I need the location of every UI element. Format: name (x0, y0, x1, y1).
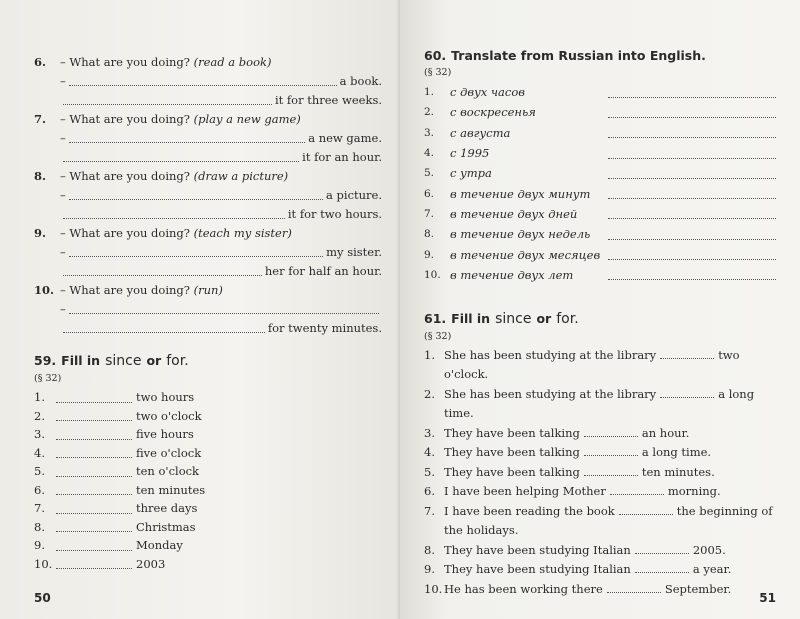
sentence-start: She has been studying at the library (444, 386, 657, 401)
word-or: or (146, 353, 162, 368)
blank-field[interactable] (56, 466, 132, 477)
question-text (60, 112, 301, 126)
sentence (444, 541, 776, 561)
item-number: 8. (424, 228, 435, 241)
exercise-58-continued (34, 52, 382, 337)
list-item (424, 265, 776, 285)
russian-phrase: с утра (450, 166, 492, 181)
exercise-59-list (34, 388, 382, 573)
blank-field[interactable] (56, 392, 132, 403)
item-number: 4. (34, 445, 45, 460)
sentence (444, 463, 776, 483)
list-item (34, 425, 382, 444)
item-text: ten o'clock (136, 464, 200, 479)
blank-field[interactable] (69, 75, 337, 86)
answer-text: it for an hour. (302, 149, 382, 164)
dash: – (60, 244, 66, 259)
item-number: 4. (424, 147, 435, 160)
item-number: 2. (34, 408, 45, 423)
item-number: 7. (424, 503, 435, 518)
blank-field[interactable] (56, 484, 132, 495)
list-item (424, 482, 776, 502)
exercise-instruction: Fill in (451, 310, 491, 326)
blank-field[interactable] (608, 188, 776, 199)
blank-field[interactable] (608, 229, 776, 240)
dash: – (60, 130, 66, 145)
exercise-number: 61. (424, 310, 447, 326)
sentence (444, 346, 776, 385)
sentence (444, 580, 776, 600)
item-number: 9. (34, 225, 47, 240)
sentence-start: I have been reading the book (444, 503, 615, 518)
exercise-item (34, 166, 382, 223)
item-number: 1. (424, 347, 435, 362)
russian-phrase: в течение двух месяцев (450, 247, 601, 262)
item-text: Christmas (136, 519, 196, 534)
item-text: two hours (136, 390, 195, 405)
sentence-end: a year. (692, 562, 732, 577)
list-item (424, 502, 776, 541)
item-number: 9. (424, 248, 435, 261)
item-text: five hours (136, 427, 194, 442)
sentence-end: an hour. (641, 425, 690, 440)
list-item (424, 560, 776, 580)
answer-line (34, 242, 382, 261)
answer-line (34, 147, 382, 166)
item-number: 3. (424, 425, 435, 440)
blank-field[interactable] (69, 132, 305, 143)
list-item (34, 536, 382, 555)
word-or: or (536, 310, 552, 326)
sentence-end: the beginning of the holidays. (444, 503, 773, 538)
question-text (60, 283, 223, 297)
blank-field[interactable] (608, 269, 776, 280)
blank-field[interactable] (56, 503, 132, 514)
word-since: since (495, 310, 532, 327)
blank-field[interactable] (56, 540, 132, 551)
sentence-end: ten minutes. (641, 464, 715, 479)
question: – What are you doing? (60, 168, 194, 183)
sentence (444, 385, 776, 424)
question-hint: (play a new game) (193, 111, 301, 126)
grammar-reference: (§ 32) (424, 330, 452, 342)
blank-field[interactable] (608, 107, 776, 118)
item-text: three days (136, 501, 198, 516)
answer-text: it for three weeks. (274, 92, 382, 107)
russian-phrase: в течение двух минут (450, 186, 591, 201)
question-text (60, 226, 292, 240)
blank-field[interactable] (635, 562, 689, 573)
item-number: 5. (424, 464, 435, 479)
item-number: 1. (424, 86, 435, 99)
exercise-60-title (424, 48, 776, 63)
list-item (34, 462, 382, 481)
sentence (444, 443, 776, 463)
blank-field[interactable] (660, 348, 714, 359)
list-item (424, 123, 776, 143)
list-item (34, 481, 382, 500)
list-item (424, 102, 776, 122)
list-item (424, 385, 776, 424)
blank-field[interactable] (608, 168, 776, 179)
sentence-start: They have been studying Italian (444, 542, 631, 557)
answer-line (34, 299, 382, 318)
blank-field[interactable] (63, 94, 272, 105)
list-item (424, 204, 776, 224)
item-text: Monday (136, 538, 183, 553)
question-line (34, 223, 382, 242)
list-item (424, 143, 776, 163)
russian-phrase: с 1995 (450, 146, 490, 161)
sentence-start: I have been helping Mother (444, 484, 606, 499)
blank-field[interactable] (608, 148, 776, 159)
sentence-start: He has been working there (444, 581, 603, 596)
sentence-start: She has been studying at the library (444, 347, 657, 362)
item-number: 10. (34, 282, 55, 297)
exercise-61-title (424, 311, 776, 327)
russian-phrase: с августа (450, 125, 511, 140)
answer-text: her for half an hour. (264, 263, 382, 278)
item-number: 3. (34, 427, 45, 442)
exercise-number: 59. (34, 353, 57, 368)
exercise-item (34, 280, 382, 337)
blank-field[interactable] (608, 127, 776, 138)
blank-field[interactable] (69, 303, 379, 314)
sentence-end: a long time. (444, 386, 755, 421)
list-item (424, 224, 776, 244)
list-item (424, 183, 776, 203)
blank-field[interactable] (69, 246, 323, 257)
question: – What are you doing? (60, 282, 194, 297)
blank-field[interactable] (635, 543, 689, 554)
list-item (424, 424, 776, 444)
blank-field[interactable] (63, 151, 299, 162)
sentence-end: two o'clock. (444, 347, 740, 382)
russian-phrase: с двух часов (450, 85, 525, 100)
exercise-item (34, 52, 382, 109)
item-number: 7. (34, 111, 47, 126)
answer-text: a new game. (308, 130, 382, 145)
russian-phrase: в течение двух лет (450, 267, 574, 282)
list-item (424, 463, 776, 483)
exercise-61-list (424, 346, 776, 600)
item-number: 6. (424, 187, 435, 200)
sentence-start: They have been talking (444, 445, 580, 460)
item-number: 7. (34, 501, 45, 516)
blank-field[interactable] (63, 265, 262, 276)
answer-line (34, 318, 382, 337)
russian-phrase: в течение двух недель (450, 227, 591, 242)
list-item (424, 443, 776, 463)
list-item (34, 555, 382, 574)
item-number: 7. (424, 207, 435, 220)
item-text: two o'clock (136, 408, 202, 423)
question-line (34, 280, 382, 299)
question: – What are you doing? (60, 54, 194, 69)
item-text: 2003 (136, 556, 166, 571)
list-item (424, 346, 776, 385)
blank-field[interactable] (63, 322, 265, 333)
russian-phrase: с воскресенья (450, 105, 536, 120)
answer-text: my sister. (326, 244, 382, 259)
blank-field[interactable] (584, 465, 638, 476)
blank-field[interactable] (69, 189, 323, 200)
exercise-instruction: Translate from Russian into English. (451, 48, 706, 63)
answer-line (34, 128, 382, 147)
exercise-number: 60. (424, 48, 447, 63)
blank-field[interactable] (63, 208, 285, 219)
sentence (444, 424, 776, 444)
question-text (60, 169, 288, 183)
item-number: 10. (424, 581, 443, 596)
item-number: 3. (424, 126, 435, 139)
question-hint: (read a book) (193, 54, 272, 69)
exercise-item (34, 109, 382, 166)
answer-text: it for two hours. (287, 206, 382, 221)
dash: – (60, 301, 66, 316)
blank-field[interactable] (608, 87, 776, 98)
list-item (424, 541, 776, 561)
blank-field[interactable] (56, 558, 132, 569)
answer-line (34, 90, 382, 109)
list-item (424, 163, 776, 183)
question-line (34, 166, 382, 185)
answer-line (34, 261, 382, 280)
question-line (34, 52, 382, 71)
dash: – (60, 73, 66, 88)
item-number: 2. (424, 106, 435, 119)
item-number: 6. (34, 54, 47, 69)
sentence-end: morning. (667, 484, 721, 499)
question: – What are you doing? (60, 225, 194, 240)
item-number: 8. (34, 519, 45, 534)
question-hint: (run) (193, 282, 223, 297)
item-number: 5. (424, 167, 435, 180)
page-number: 51 (759, 591, 776, 605)
question-text (60, 55, 271, 69)
blank-field[interactable] (56, 521, 132, 532)
question-hint: (draw a picture) (193, 168, 289, 183)
sentence-start: They have been talking (444, 464, 580, 479)
question-hint: (teach my sister) (193, 225, 292, 240)
sentence-end: a long time. (641, 445, 712, 460)
item-text: five o'clock (136, 445, 202, 460)
answer-text: a picture. (326, 187, 382, 202)
item-number: 1. (34, 390, 45, 405)
blank-field[interactable] (607, 582, 661, 593)
item-text: ten minutes (136, 482, 206, 497)
exercise-60-list (424, 82, 776, 285)
word-for: for. (556, 310, 579, 327)
answer-text: for twenty minutes. (267, 320, 382, 335)
blank-field[interactable] (584, 445, 638, 456)
blank-field[interactable] (608, 249, 776, 260)
item-number: 6. (34, 482, 45, 497)
blank-field[interactable] (56, 429, 132, 440)
list-item (34, 518, 382, 537)
item-number: 9. (34, 538, 45, 553)
russian-phrase: в течение двух дней (450, 206, 578, 221)
list-item (34, 499, 382, 518)
question: – What are you doing? (60, 111, 194, 126)
item-number: 8. (424, 542, 435, 557)
dash: – (60, 187, 66, 202)
sentence (444, 560, 776, 580)
exercise-item (34, 223, 382, 280)
question-line (34, 109, 382, 128)
answer-line (34, 71, 382, 90)
list-item (34, 444, 382, 463)
item-number: 8. (34, 168, 47, 183)
sentence-start: They have been talking (444, 425, 580, 440)
item-number: 2. (424, 386, 435, 401)
sentence-end: September. (664, 581, 732, 596)
item-number: 6. (424, 484, 435, 499)
word-for: for. (166, 353, 189, 369)
sentence (444, 502, 776, 541)
blank-field[interactable] (56, 447, 132, 458)
answer-line (34, 185, 382, 204)
grammar-reference: (§ 32) (424, 67, 452, 78)
list-item (424, 82, 776, 102)
blank-field[interactable] (584, 426, 638, 437)
exercise-59-title (34, 353, 382, 369)
sentence-start: They have been studying Italian (444, 562, 631, 577)
exercise-instruction: Fill in (61, 353, 101, 368)
page-number: 50 (34, 591, 51, 605)
grammar-reference: (§ 32) (34, 373, 62, 384)
right-page (400, 0, 800, 619)
sentence-end: 2005. (692, 542, 726, 557)
answer-text: a book. (339, 73, 382, 88)
item-number: 4. (424, 445, 435, 460)
sentence (444, 482, 776, 502)
blank-field[interactable] (619, 504, 673, 515)
word-since: since (105, 353, 142, 369)
blank-field[interactable] (610, 484, 664, 495)
blank-field[interactable] (56, 410, 132, 421)
blank-field[interactable] (608, 208, 776, 219)
list-item (424, 580, 776, 600)
list-item (34, 407, 382, 426)
list-item (424, 244, 776, 264)
item-number: 9. (424, 562, 435, 577)
item-number: 10. (34, 556, 53, 571)
item-number: 5. (34, 464, 45, 479)
blank-field[interactable] (660, 387, 714, 398)
answer-line (34, 204, 382, 223)
list-item (34, 388, 382, 407)
item-number: 10. (424, 268, 441, 281)
